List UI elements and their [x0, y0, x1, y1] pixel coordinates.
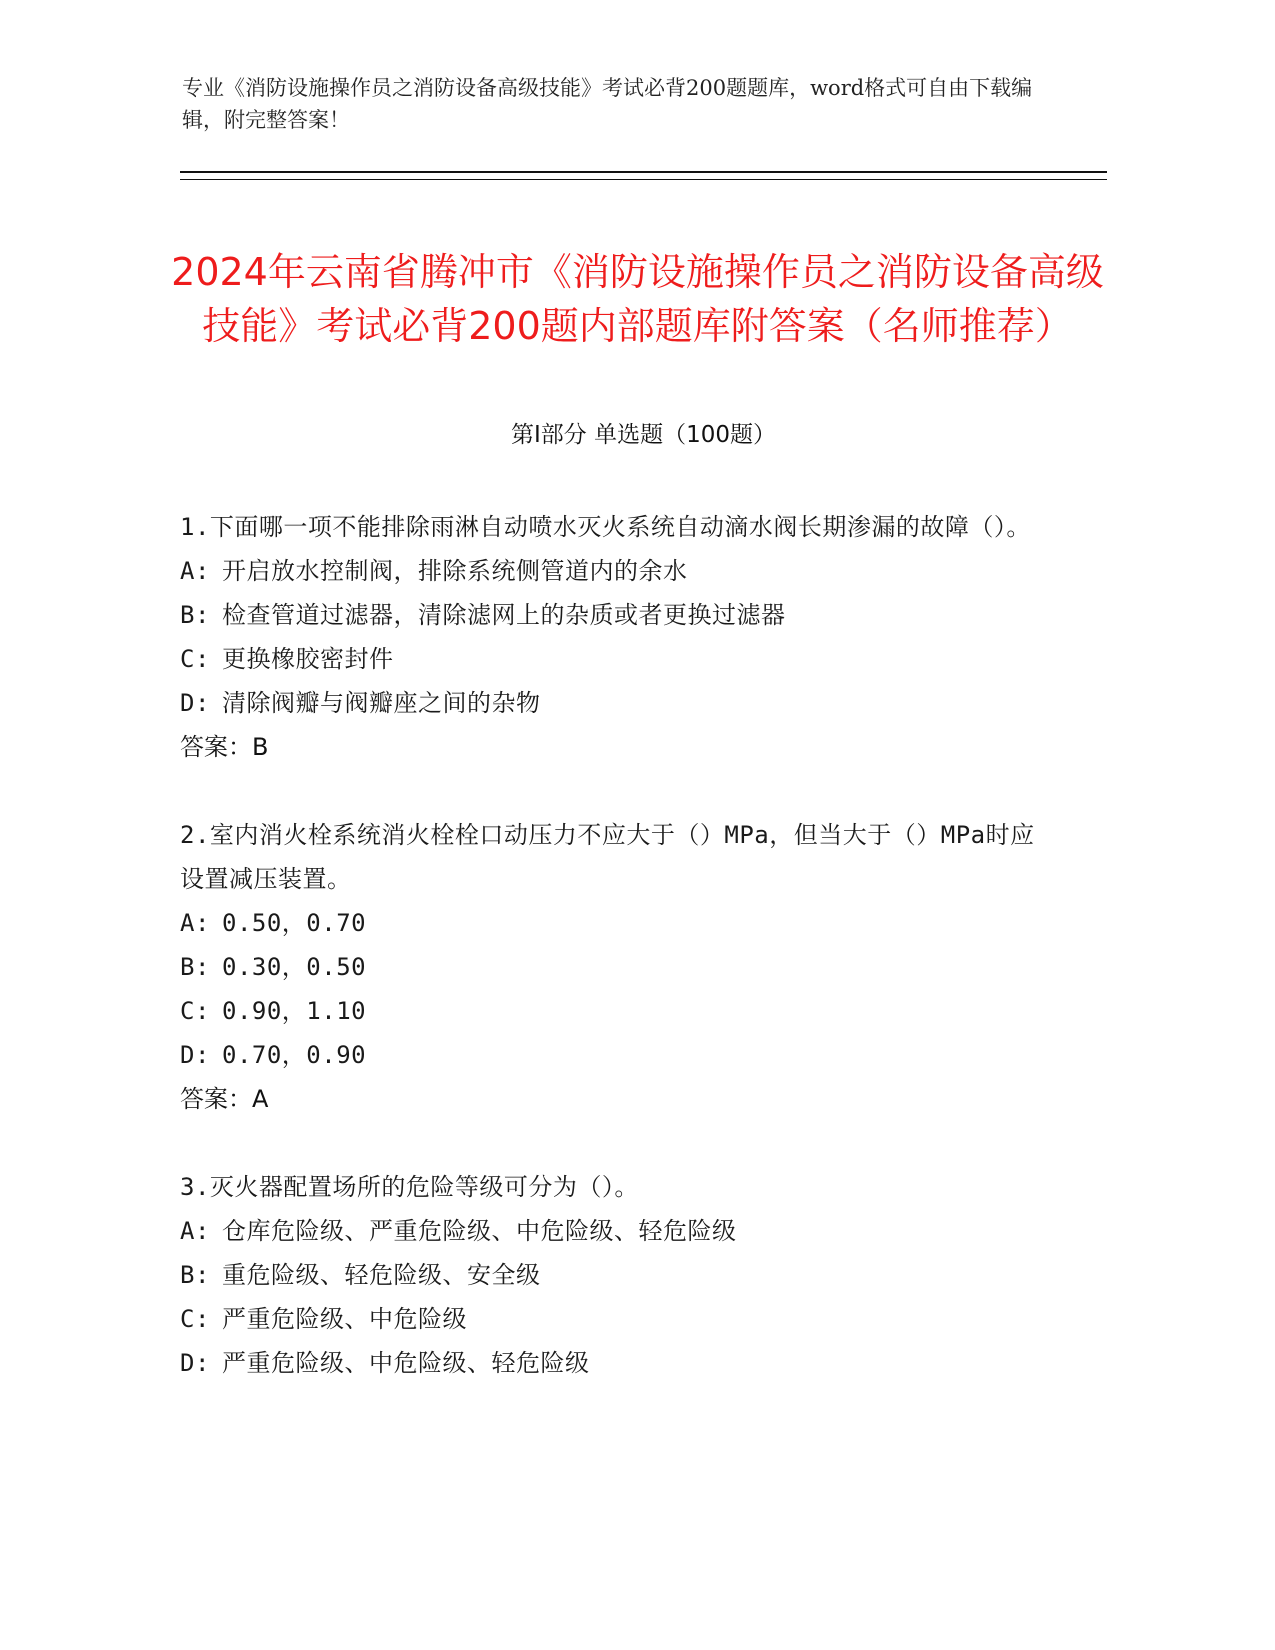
answer-line: 答案：A — [180, 1085, 269, 1113]
option-text: 0.70，0.90 — [222, 1041, 367, 1069]
question-stem: 3.灭火器配置场所的危险等级可分为（）。 — [180, 1173, 639, 1201]
header-rule-thick — [180, 171, 1107, 173]
question-1 — [180, 505, 1040, 769]
header-note: 专业《消防设施操作员之消防设备高级技能》考试必背200题题库，word格式可自由下载编辑，附完整答案！ — [182, 76, 1033, 132]
option-c — [180, 1297, 1040, 1341]
option-d — [180, 1033, 1040, 1077]
question-3 — [180, 1165, 1040, 1385]
option-b — [180, 1253, 1040, 1297]
option-text: 开启放水控制阀，排除系统侧管道内的余水 — [222, 557, 688, 585]
option-text: 仓库危险级、严重危险级、中危险级、轻危险级 — [222, 1217, 737, 1245]
option-key: D: — [180, 1349, 210, 1377]
question-stem: 2.室内消火栓系统消火栓栓口动压力不应大于（）MPa，但当大于（）MPa时应设置减压装置。 — [180, 821, 1035, 893]
option-a — [180, 549, 1040, 593]
option-text: 检查管道过滤器，清除滤网上的杂质或者更换过滤器 — [222, 601, 786, 629]
option-key: D: — [180, 689, 210, 717]
option-d — [180, 681, 1040, 725]
option-a — [180, 901, 1040, 945]
option-text: 0.90，1.10 — [222, 997, 367, 1025]
option-text: 0.30，0.50 — [222, 953, 367, 981]
option-a — [180, 1209, 1040, 1253]
option-key: C: — [180, 997, 210, 1025]
option-key: C: — [180, 645, 210, 673]
question-2 — [180, 813, 1040, 1121]
option-c — [180, 637, 1040, 681]
option-b — [180, 593, 1040, 637]
question-stem: 1.下面哪一项不能排除雨淋自动喷水灭火系统自动滴水阀长期渗漏的故障（）。 — [180, 513, 1031, 541]
option-text: 更换橡胶密封件 — [222, 645, 394, 673]
answer-line: 答案：B — [180, 733, 269, 761]
option-text: 清除阀瓣与阀瓣座之间的杂物 — [222, 689, 541, 717]
section-title: 第I部分 单选题（100题） — [511, 422, 776, 448]
option-key: A: — [180, 909, 210, 937]
option-text: 严重危险级、中危险级、轻危险级 — [222, 1349, 590, 1377]
option-key: A: — [180, 1217, 210, 1245]
option-text: 严重危险级、中危险级 — [222, 1305, 467, 1333]
option-key: B: — [180, 601, 210, 629]
option-key: B: — [180, 953, 210, 981]
option-d — [180, 1341, 1040, 1385]
option-key: A: — [180, 557, 210, 585]
document-title: 2024年云南省腾冲市《消防设施操作员之消防设备高级技能》考试必背200题内部题库附答案（名师推荐） — [171, 250, 1104, 349]
option-key: C: — [180, 1305, 210, 1333]
option-b — [180, 945, 1040, 989]
question-list — [180, 505, 1040, 1429]
option-c — [180, 989, 1040, 1033]
option-text: 0.50，0.70 — [222, 909, 367, 937]
header-rule-thin — [180, 179, 1107, 180]
option-text: 重危险级、轻危险级、安全级 — [222, 1261, 541, 1289]
option-key: D: — [180, 1041, 210, 1069]
option-key: B: — [180, 1261, 210, 1289]
